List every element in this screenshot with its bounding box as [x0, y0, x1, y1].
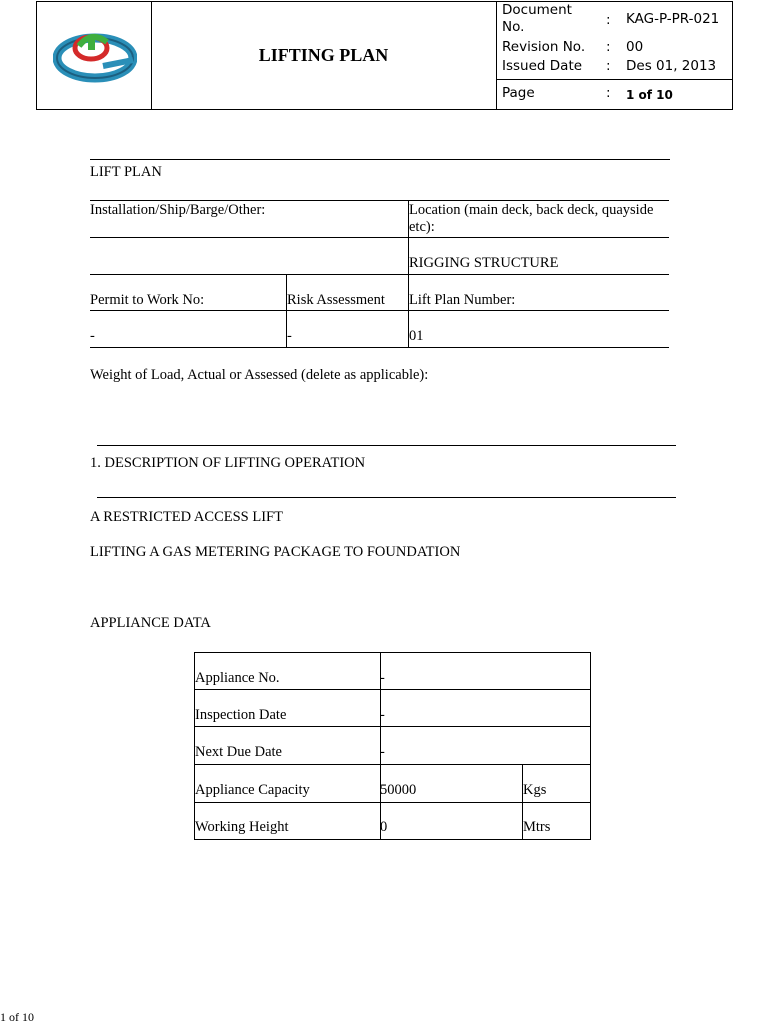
- appliance-heading: APPLIANCE DATA: [90, 615, 211, 631]
- appliance-row-label: Appliance No.: [195, 670, 280, 686]
- lift-plan-rule-3: [90, 274, 669, 275]
- risk-value: -: [287, 328, 292, 344]
- appliance-row-unit: Kgs: [523, 782, 547, 798]
- appliance-row-label: Appliance Capacity: [195, 782, 310, 798]
- location-label: Location (main deck, back deck, quayside etc):: [409, 202, 654, 235]
- appliance-row-label: Working Height: [195, 819, 289, 835]
- description-top-rule: [97, 445, 676, 446]
- description-line-2: LIFTING A GAS METERING PACKAGE TO FOUNDATION: [90, 544, 461, 560]
- appliance-row-label: Next Due Date: [195, 744, 282, 760]
- permit-value: -: [90, 328, 95, 344]
- document-title: LIFTING PLAN: [258, 45, 389, 65]
- appliance-row-label: Inspection Date: [195, 707, 287, 723]
- revision-value: 00: [626, 39, 644, 55]
- appliance-row-value: -: [380, 707, 385, 723]
- lift-plan-top-rule: [90, 159, 670, 160]
- appliance-row-value: -: [380, 744, 385, 760]
- liftplan-label: Lift Plan Number:: [409, 292, 516, 308]
- appliance-row-value: 0: [380, 819, 388, 835]
- risk-label: Risk Assessment: [287, 292, 385, 308]
- appliance-row-value: -: [380, 670, 385, 686]
- weight-label: Weight of Load, Actual or Assessed (delete as applicable):: [90, 367, 429, 383]
- appliance-row-line: [194, 726, 591, 727]
- revision-label: Revision No.: [502, 39, 586, 55]
- lift-plan-heading: LIFT PLAN: [90, 164, 162, 180]
- lift-plan-rule-5: [90, 347, 669, 348]
- revision-sep: :: [606, 39, 611, 55]
- page-label: Page: [502, 85, 535, 101]
- page-sep: :: [606, 85, 611, 101]
- logo-cell: [37, 2, 152, 109]
- footer-page-number: 1 of 10: [0, 1010, 34, 1024]
- lift-plan-rule-1: [90, 200, 669, 201]
- appliance-row-line: [194, 689, 591, 690]
- document-no-sep: :: [606, 12, 611, 28]
- description-line-1: A RESTRICTED ACCESS LIFT: [90, 509, 283, 525]
- appliance-row-line: [194, 764, 591, 765]
- appliance-table: [194, 652, 591, 840]
- lift-plan-rule-2: [90, 237, 669, 238]
- document-no-value: KAG-P-PR-021: [626, 11, 720, 27]
- lift-plan-rule-4: [90, 310, 669, 311]
- lift-plan-col-divider-2: [408, 200, 409, 348]
- issued-value: Des 01, 2013: [626, 58, 717, 74]
- description-bottom-rule: [97, 497, 676, 498]
- issued-label: Issued Date: [502, 58, 583, 74]
- page-value: 1 of 10: [626, 88, 673, 102]
- location-value: RIGGING STRUCTURE: [409, 255, 559, 271]
- issued-sep: :: [606, 58, 611, 74]
- description-heading: 1. DESCRIPTION OF LIFTING OPERATION: [90, 455, 366, 471]
- document-no-label: Document No.: [502, 2, 572, 35]
- liftplan-value: 01: [409, 328, 424, 344]
- appliance-row-line: [194, 802, 591, 803]
- installation-label: Installation/Ship/Barge/Other:: [90, 202, 266, 218]
- appliance-row-value: 50000: [380, 782, 417, 798]
- title-cell: [151, 2, 497, 109]
- page-row-divider: [496, 79, 732, 80]
- company-logo-icon: [53, 26, 137, 86]
- document-header: [36, 1, 733, 110]
- appliance-row-unit: Mtrs: [523, 819, 551, 835]
- permit-label: Permit to Work No:: [90, 292, 205, 308]
